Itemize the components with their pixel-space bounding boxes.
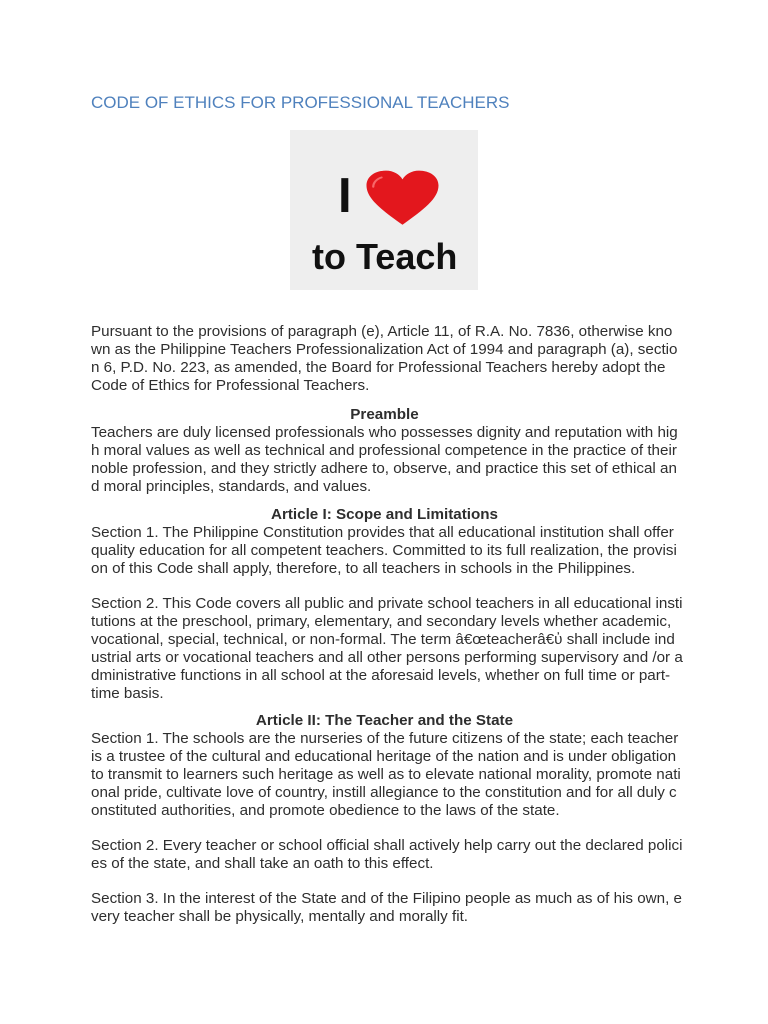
preamble-line: h moral values as well as technical and professional competence in the practice of their [91, 442, 677, 459]
article-1-section-1-line: on of this Code shall apply, therefore, to all teachers in schools in the Philippines. [91, 560, 636, 577]
article-2-section-3 [91, 890, 711, 926]
article-2-section-2 [91, 837, 711, 873]
article-2-section-1 [91, 730, 711, 820]
article-2-section-1-line: onal pride, cultivate love of country, instill allegiance to the constitution and for all duly c [91, 784, 677, 801]
article-1-section-2-line: tutions at the preschool, primary, elementary, and secondary levels whether academic, [91, 613, 672, 630]
article-2-section-3-line: Section 3. In the interest of the State and of the Filipino people as much as of his own, e [91, 890, 682, 907]
preamble-line: noble profession, and they strictly adhere to, observe, and practice this set of ethical an [91, 460, 677, 477]
intro-line: n 6, P.D. No. 223, as amended, the Board for Professional Teachers hereby adopt the [91, 359, 666, 376]
article-1-section-2-line: Section 2. This Code covers all public and private school teachers in all educational insti [91, 595, 683, 612]
article-2-section-1-line: Section 1. The schools are the nurseries of the future citizens of the state; each teacher [91, 730, 679, 747]
article-1-section-2 [91, 595, 711, 703]
preamble-line: d moral principles, standards, and values. [91, 478, 372, 495]
intro-paragraph [91, 323, 711, 395]
preamble-paragraph [91, 424, 711, 496]
logo-words-to-teach: to Teach [312, 236, 458, 277]
article-1-section-2-line: time basis. [91, 685, 164, 702]
article-2-heading: Article II: The Teacher and the State [255, 712, 514, 729]
article-1-section-1-line: quality education for all competent teachers. Committed to its full realization, the provisi [91, 542, 677, 559]
article-1-section-1 [91, 524, 711, 578]
article-2-section-3-line: very teacher shall be physically, mentally and morally fit. [91, 908, 469, 925]
article-2-section-1-line: onstituted authorities, and promote obedience to the laws of the state. [91, 802, 560, 819]
intro-line: wn as the Philippine Teachers Professionalization Act of 1994 and paragraph (a), sectio [91, 341, 678, 358]
intro-line: Code of Ethics for Professional Teachers. [91, 377, 370, 394]
preamble-heading: Preamble [350, 406, 419, 423]
article-2-section-2-line: es of the state, and shall take an oath to this effect. [91, 855, 434, 872]
intro-line: Pursuant to the provisions of paragraph (e), Article 11, of R.A. No. 7836, otherwise kno [91, 323, 673, 340]
preamble-line: Teachers are duly licensed professionals who possesses dignity and reputation with hig [91, 424, 678, 441]
i-love-to-teach-image [290, 130, 478, 290]
heart-icon [365, 170, 440, 226]
article-1-section-2-line: vocational, special, technical, or non-formal. The term â€œteacherâ€ὐ shall include ind [91, 631, 675, 648]
article-1-section-2-line: ustrial arts or vocational teachers and all other persons performing supervisory and /or a [91, 649, 683, 666]
logo-word-i: I [338, 169, 352, 223]
document-title: CODE OF ETHICS FOR PROFESSIONAL TEACHERS [91, 93, 510, 112]
article-1-heading: Article I: Scope and Limitations [270, 506, 498, 523]
article-2-section-1-line: is a trustee of the cultural and educational heritage of the nation and is under obligation [91, 748, 677, 765]
article-1-section-2-line: dministrative functions in all school at the aforesaid levels, whether on full time or part- [91, 667, 671, 684]
article-1-section-1-line: Section 1. The Philippine Constitution provides that all educational institution shall offer [91, 524, 674, 541]
article-2-section-2-line: Section 2. Every teacher or school official shall actively help carry out the declared polici [91, 837, 683, 854]
article-2-section-1-line: to transmit to learners such heritage as well as to elevate national morality, promote nati [91, 766, 681, 783]
